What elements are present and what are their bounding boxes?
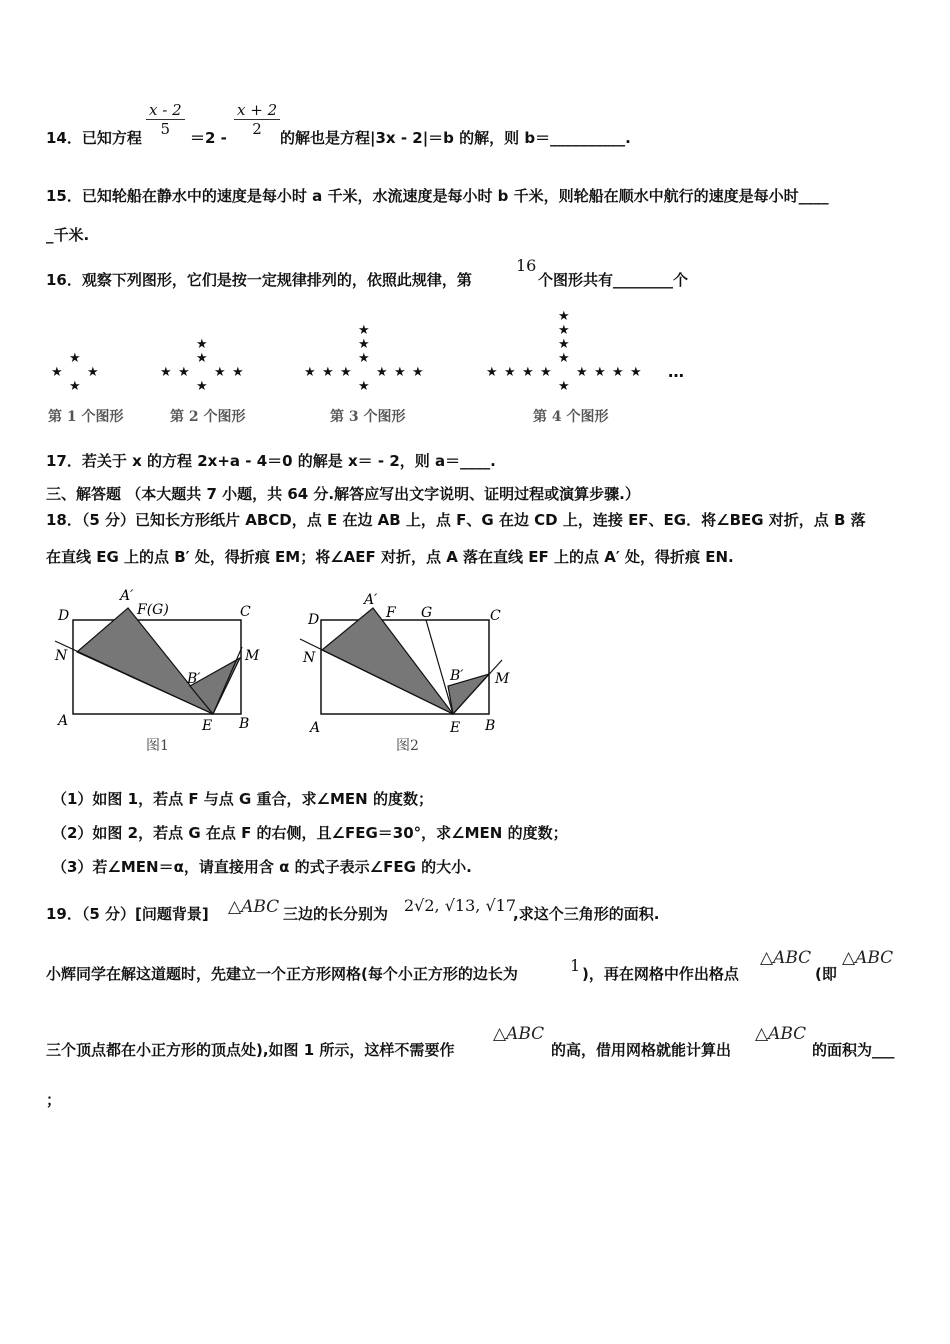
fig2-label-n: N [303,650,316,666]
star-icon: ★ [214,365,226,380]
star-icon: ★ [576,365,588,380]
star-icon: ★ [412,365,424,380]
q17-text: 17．若关于 x 的方程 2x+a - 4＝0 的解是 x＝ - 2，则 a＝____. [46,452,496,470]
q19-suffix: ,求这个三角形的面积. [513,905,660,923]
q16-fig-label-4: 第 4 个图形 [533,409,609,425]
fig2-label-b: B [485,718,496,734]
star-icon: ★ [232,365,244,380]
q19-p2-one: 1 [570,956,581,975]
star-icon: ★ [540,365,552,380]
fig2-label-a: A [310,720,321,736]
star-icon: ★ [322,365,334,380]
star-icon: ★ [358,336,370,352]
star-icon: ★ [196,379,208,395]
fig2-caption: 图2 [396,738,419,754]
star-icon: ★ [630,365,642,380]
fig1-label-m: M [245,648,260,664]
q16-ellipsis: … [668,362,684,381]
star-icon: ★ [178,365,190,380]
fig2-label-b-prime: B′ [450,668,464,684]
q18-sub-1: （1）如图 1，若点 F 与点 G 重合，求∠MEN 的度数； [52,790,433,808]
q19-p3-suffix: 的面积为___ [812,1041,895,1059]
q18-line-2: 在直线 EG 上的点 B′ 处，得折痕 EM；将∠AEF 对折，点 A 落在直线 EF 上的点 A′ 处，得折痕 EN. [46,548,734,566]
fig1-label-b: B [239,716,250,732]
q16-fig-label-1: 第 1 个图形 [48,409,124,425]
star-icon: ★ [376,365,388,380]
fig1-label-c: C [240,604,251,620]
star-icon: ★ [358,379,370,395]
q15-line-2: _千米. [46,226,90,244]
q16-index: 16 [516,256,537,275]
fig1-caption: 图1 [146,738,169,754]
fig2-label-d: D [308,612,320,628]
star-icon: ★ [394,365,406,380]
q19-prefix: 19．（5 分）[问题背景] [46,905,209,923]
q19-p2-triangle-2: △ABC [842,948,894,968]
q16-fig-label-2: 第 2 个图形 [170,409,246,425]
q16-fig-label-3: 第 3 个图形 [330,409,406,425]
q18-figure-2 [290,582,530,762]
star-icon: ★ [340,365,352,380]
fig2-label-e: E [450,720,461,736]
star-icon: ★ [304,365,316,380]
star-icon: ★ [87,365,99,380]
q14-prefix: 14．已知方程 [46,129,142,147]
star-icon: ★ [196,350,208,366]
star-icon: ★ [558,336,570,352]
fig1-label-b-prime: B′ [187,671,201,687]
star-icon: ★ [558,379,570,395]
star-icon: ★ [196,336,208,352]
star-icon: ★ [160,365,172,380]
star-icon: ★ [486,365,498,380]
q14-frac2-numerator: x + 2 [234,101,280,120]
q19-p3-triangle-2: △ABC [755,1024,807,1044]
q14-fraction-1 [146,101,185,138]
q19-triangle-1: △ABC [228,897,280,917]
fig2-label-c: C [490,608,501,624]
q14-frac2-denominator: 2 [252,120,262,138]
fig1-label-a: A [58,713,69,729]
q19-p3-triangle-1: △ABC [493,1024,545,1044]
fig2-label-g: G [421,605,433,621]
q19-p4: ； [46,1091,62,1109]
q15-line-1: 15．已知轮船在静水中的速度是每小时 a 千米，水流速度是每小时 b 千米，则轮船在顺水中航行的速度是每小时____ [46,187,829,205]
q14-frac1-numerator: x - 2 [146,101,185,120]
q19-p2-triangle-1: △ABC [760,948,812,968]
star-icon: ★ [358,322,370,338]
q19-p2-prefix: 小辉同学在解这道题时，先建立一个正方形网格(每个小正方形的边长为 [46,965,518,983]
q18-sub-3: （3）若∠MEN＝α，请直接用含 α 的式子表示∠FEG 的大小. [52,858,472,876]
star-icon: ★ [558,308,570,324]
star-icon: ★ [522,365,534,380]
q19-p2-paren: (即 [815,965,837,983]
q18-line-1: 18．（5 分）已知长方形纸片 ABCD，点 E 在边 AB 上，点 F、G 在边 CD 上，连接 EF、EG．将∠BEG 对折，点 B 落 [46,511,866,529]
star-icon: ★ [558,322,570,338]
q19-p3-middle: 的高，借用网格就能计算出 [551,1041,732,1059]
star-icon: ★ [358,350,370,366]
fig1-label-d: D [58,608,70,624]
q18-figure-1 [40,582,280,762]
q14-rest: 的解也是方程|3x - 2|＝b 的解，则 b＝__________. [280,129,631,147]
fig1-label-n: N [55,648,68,664]
q19-p2-middle: )，再在网格中作出格点 [582,965,739,983]
q14-middle: ＝2 - [190,129,227,147]
q19-p3-prefix: 三个顶点都在小正方形的顶点处),如图 1 所示，这样不需要作 [46,1041,455,1059]
fig2-triangle-left [322,608,453,714]
star-icon: ★ [558,350,570,366]
q18-sub-2: （2）如图 2，若点 G 在点 F 的右侧，且∠FEG＝30°，求∠MEN 的度数； [52,824,568,842]
section-3-title: 三、解答题 （本大题共 7 小题，共 64 分.解答应写出文字说明、证明过程或演算步骤.） [46,485,640,503]
star-icon: ★ [69,379,81,395]
fig1-label-fg: F(G) [137,602,169,618]
fig2-label-m: M [495,671,510,687]
q16-prefix: 16．观察下列图形，它们是按一定规律排列的，依照此规律，第 [46,271,472,289]
fig1-label-e: E [202,718,213,734]
star-icon: ★ [594,365,606,380]
star-icon: ★ [504,365,516,380]
star-icon: ★ [51,365,63,380]
q14-fraction-2 [234,101,280,138]
star-icon: ★ [612,365,624,380]
fig2-label-a-prime: A′ [364,592,378,608]
q19-middle: 三边的长分别为 [283,905,389,923]
q14-frac1-denominator: 5 [160,120,171,138]
star-icon: ★ [69,350,81,366]
fig2-label-f: F [386,605,396,621]
q19-lengths: 2√2, √13, √17 [404,896,517,915]
q16-suffix: 个图形共有________个 [538,271,689,289]
fig1-label-a-prime: A′ [120,588,134,604]
